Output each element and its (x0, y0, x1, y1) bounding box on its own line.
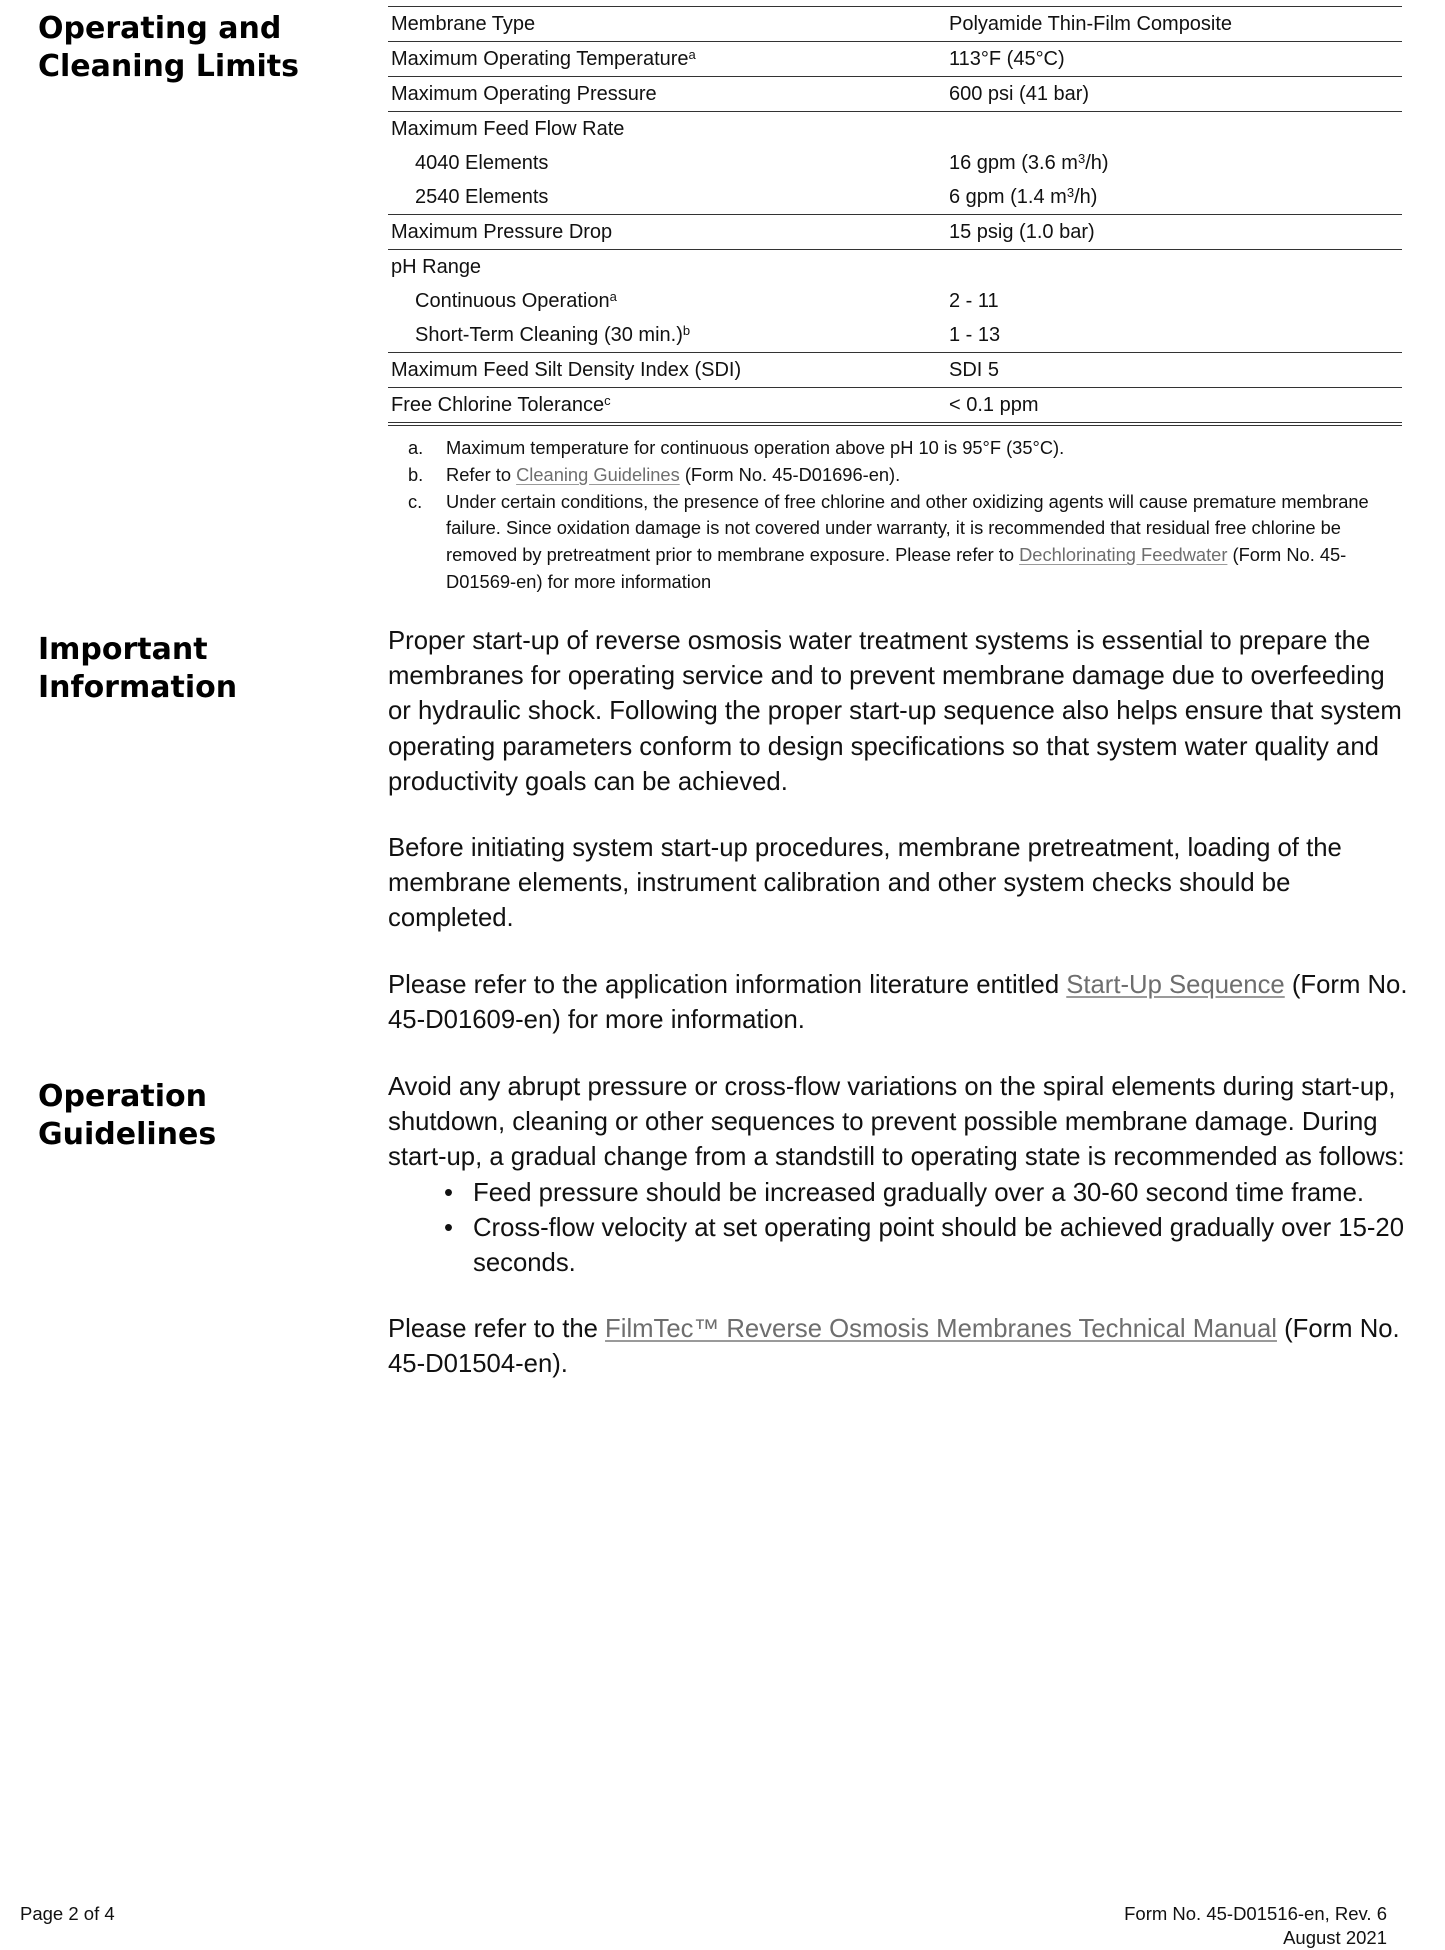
row-label (388, 42, 949, 77)
list-item (388, 1176, 1408, 1211)
footnote-text: (Form No. 45-D01569-en) for more information (446, 544, 1347, 592)
bullet-icon: • (444, 1178, 453, 1207)
paragraph-text: Please refer to the (388, 1315, 606, 1344)
footnote-ref: b (682, 322, 691, 338)
footnote-marker: c. (408, 490, 423, 512)
table-row (388, 353, 1402, 388)
row-label: Maximum Operating Pressure (388, 77, 949, 112)
table-row (388, 318, 1402, 353)
heading-line: Operating and (38, 11, 282, 46)
label-text: Maximum Operating Temperature (391, 47, 689, 70)
row-value: Polyamide Thin-Film Composite (949, 7, 1402, 42)
heading-line: Guidelines (38, 1117, 217, 1152)
row-value: 15 psig (1.0 bar) (949, 215, 1402, 250)
row-value: 113°F (45°C) (949, 42, 1402, 77)
paragraph (388, 968, 1408, 1038)
footnote-marker: b. (408, 463, 424, 485)
table-row (388, 77, 1402, 112)
cleaning-guidelines-link[interactable]: Cleaning Guidelines (516, 463, 680, 485)
row-label (388, 388, 949, 425)
form-revision (1124, 1902, 1387, 1950)
table-row (388, 7, 1402, 42)
heading-line: Cleaning Limits (38, 49, 299, 84)
footnote-text: Maximum temperature for continuous operation above pH 10 is 95°F (35°C). (446, 437, 1065, 458)
paragraph: Avoid any abrupt pressure or cross-flow variations on the spiral elements during start-up, shutdown, cleaning or other sequences to prevent possible membrane damage. During start-up, a gradual change from a standstill to operating state is recommended as follows: (388, 1073, 1405, 1172)
list-item (388, 1211, 1408, 1281)
heading-line: Important (38, 632, 208, 667)
label-text: Short-Term Cleaning (30 min.) (415, 323, 683, 346)
row-value: 600 psi (41 bar) (949, 77, 1402, 112)
footnote-ref: a (688, 46, 696, 62)
value-text: 6 gpm (1.4 m (949, 185, 1067, 208)
row-label: pH Range (391, 255, 482, 278)
table-row (388, 112, 1402, 147)
row-value (949, 180, 1402, 215)
table-row (388, 250, 1402, 285)
footnote-ref: a (609, 288, 617, 304)
heading-operating-cleaning-limits (38, 10, 338, 86)
footnote-text: Refer to (446, 463, 517, 485)
table-row (388, 146, 1402, 180)
operating-limits-table (388, 6, 1402, 426)
page-number: Page 2 of 4 (20, 1903, 115, 1924)
paragraph-text: (Form No. 45-D01609-en) for more information. (388, 970, 1408, 1034)
table-row (388, 42, 1402, 77)
heading-line: Operation (38, 1079, 207, 1114)
heading-line: Information (38, 670, 238, 705)
technical-manual-link[interactable]: FilmTec™ Reverse Osmosis Membranes Technical Manual (605, 1315, 1277, 1344)
list-item-text: Feed pressure should be increased gradually over a 30-60 second time frame. (473, 1178, 1364, 1207)
value-text: /h) (1074, 185, 1098, 208)
table-row (388, 284, 1402, 318)
value-text: /h) (1085, 151, 1109, 174)
list-item-text: Cross-flow velocity at set operating point should be achieved gradually over 15-20 seconds. (473, 1213, 1404, 1278)
row-label (388, 284, 949, 318)
paragraph: Proper start-up of reverse osmosis water treatment systems is essential to prepare the membranes for operating service and to prevent membrane damage due to overfeeding or hydraulic shock. Following the proper start-up sequence also helps ensure that system operating parameters conform to design specifications so that system water quality and productivity goals can be achieved. (388, 627, 1402, 796)
exponent: 3 (1066, 184, 1075, 200)
footnote-text: (Form No. 45-D01696-en). (679, 463, 901, 485)
footnote-text: Under certain conditions, the presence of free chlorine and other oxidizing agents will cause premature membrane failure. Since oxidation damage is not covered under warranty, it is recommended that residual free chlorine be removed by pretreatment prior to membrane exposure. Please refer to (446, 490, 1369, 566)
row-label (388, 318, 949, 353)
bullet-icon: • (444, 1213, 453, 1242)
row-value (949, 112, 1402, 147)
table-row (388, 215, 1402, 250)
footnote-item (388, 462, 1402, 489)
row-label: 4040 Elements (415, 151, 549, 174)
footnote-ref: c (604, 392, 611, 408)
label-text: Continuous Operation (415, 289, 610, 312)
row-value (949, 146, 1402, 180)
value-text: 16 gpm (3.6 m (949, 151, 1078, 174)
paragraph-text: Please refer to the application information literature entitled (388, 970, 1067, 999)
row-label: Maximum Pressure Drop (388, 215, 949, 250)
paragraph (388, 1312, 1408, 1382)
paragraph-text: (Form No. 45-D01504-en). (388, 1315, 1400, 1379)
row-value: < 0.1 ppm (949, 388, 1402, 425)
important-information-body (388, 624, 1408, 1069)
footnote-marker: a. (408, 437, 424, 458)
table-row (388, 180, 1402, 215)
heading-operation-guidelines (38, 1078, 338, 1154)
row-value (949, 250, 1402, 285)
label-text: Free Chlorine Tolerance (391, 393, 605, 416)
table-row (388, 388, 1402, 425)
guideline-bullets (388, 1176, 1408, 1282)
row-label: Maximum Feed Flow Rate (391, 117, 625, 140)
paragraph: Before initiating system start-up procedures, membrane pretreatment, loading of the membrane elements, instrument calibration and other system checks should be completed. (388, 834, 1342, 933)
row-label: 2540 Elements (388, 180, 949, 215)
row-label: Maximum Feed Silt Density Index (SDI) (388, 353, 949, 388)
form-number: Form No. 45-D01516-en, Rev. 6 (1124, 1903, 1387, 1924)
table-footnotes (388, 435, 1402, 596)
heading-important-information (38, 631, 338, 707)
row-value: 1 - 13 (949, 318, 1402, 353)
footnote-item (388, 489, 1402, 596)
dechlorinating-feedwater-link[interactable]: Dechlorinating Feedwater (1019, 544, 1228, 566)
row-value: SDI 5 (949, 353, 1402, 388)
row-value: 2 - 11 (949, 289, 999, 312)
footnote-item (388, 435, 1402, 462)
row-label: Membrane Type (388, 7, 949, 42)
revision-date: August 2021 (1283, 1927, 1387, 1948)
start-up-sequence-link[interactable]: Start-Up Sequence (1066, 970, 1285, 999)
exponent: 3 (1077, 150, 1086, 166)
operation-guidelines-body (388, 1070, 1408, 1414)
